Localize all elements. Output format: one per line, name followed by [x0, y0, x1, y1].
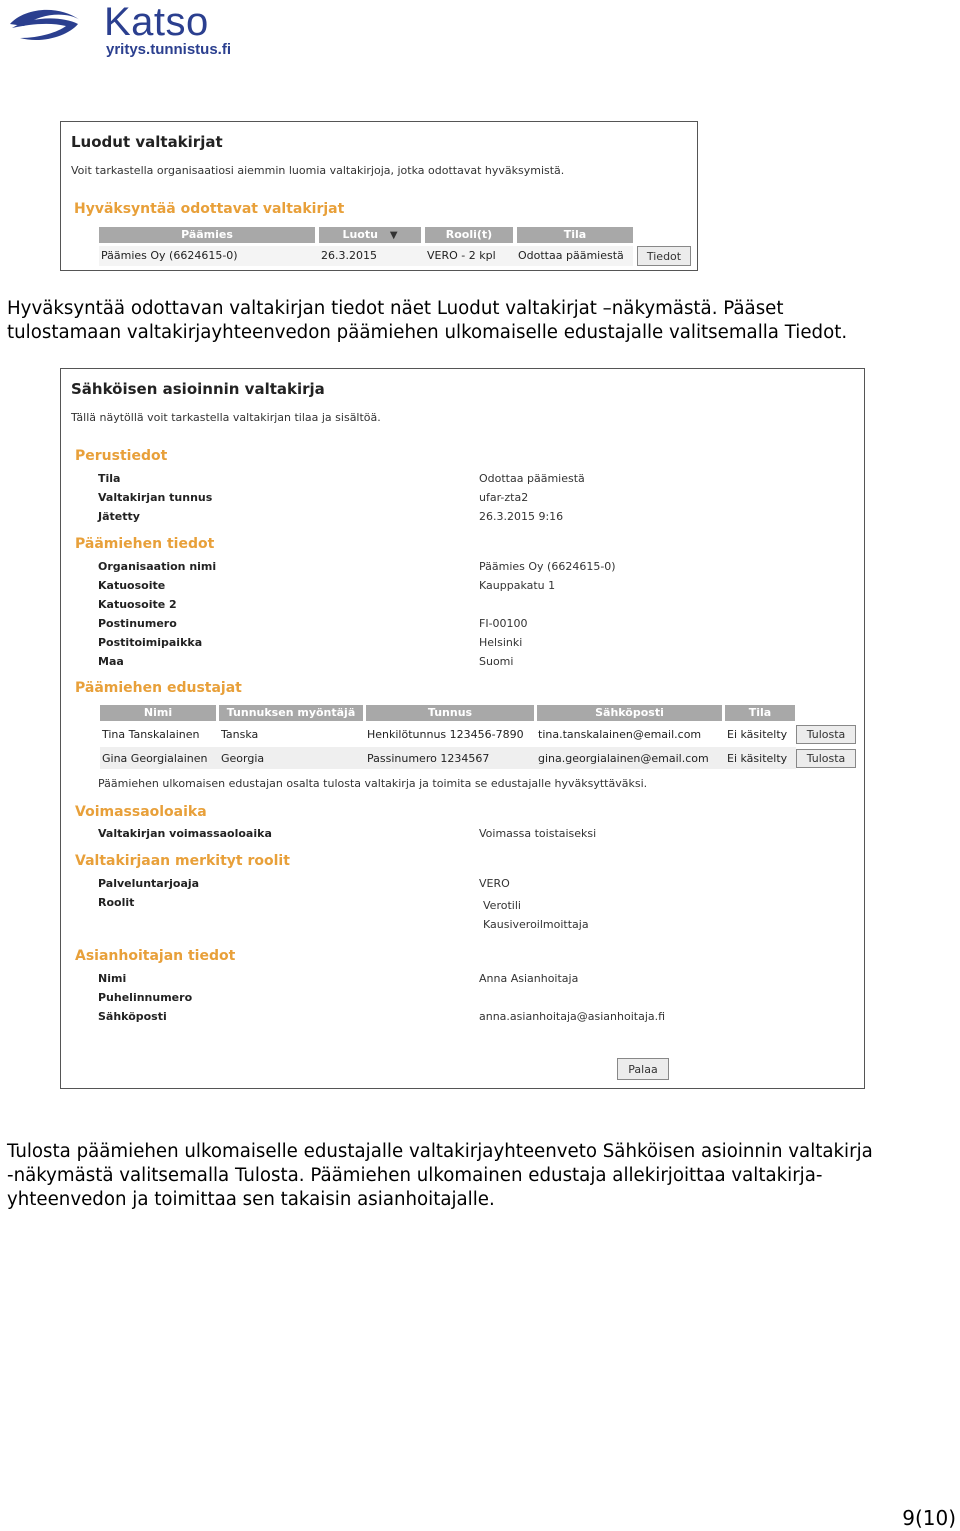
- column-header-email: Sähköposti: [537, 705, 722, 721]
- column-header-status: Tila: [725, 705, 795, 721]
- label-city: Postitoimipaikka: [98, 636, 203, 649]
- basic-info-heading: Perustiedot: [75, 448, 168, 464]
- katso-logo: [6, 0, 246, 64]
- table-row-issuer: Tanska: [221, 728, 259, 741]
- column-header-roles[interactable]: Rooli(t): [425, 227, 513, 243]
- proxy-details-panel: [60, 368, 865, 1089]
- paragraph-line: Hyväksyntää odottavan valtakirjan tiedot näet Luodut valtakirjat –näkymästä. Pääset: [7, 298, 784, 319]
- label-validity: Valtakirjan voimassaoloaika: [98, 827, 272, 840]
- sort-chevron-icon: ▼: [389, 230, 398, 241]
- paragraph-line: Tulosta päämiehen ulkomaiselle edustajalle valtakirjayhteenveto Sähköisen asioinnin valtakirja: [7, 1141, 873, 1162]
- table-row-status: Ei käsitelty: [727, 752, 788, 765]
- label-street: Katuosoite: [98, 579, 166, 592]
- label-country: Maa: [98, 655, 124, 668]
- panel-description: Voit tarkastella organisaatiosi aiemmin luomia valtakirjoja, jotka odottavat hyväksymistä.: [71, 164, 565, 177]
- label-agent-phone: Puhelinnumero: [98, 991, 193, 1004]
- representatives-heading: Päämiehen edustajat: [75, 680, 242, 696]
- logo-subtitle: yritys.tunnistus.fi: [106, 41, 232, 58]
- label-roles: Roolit: [98, 896, 135, 909]
- label-service-provider: Palveluntarjoaja: [98, 877, 200, 890]
- column-header-id: Tunnus: [366, 705, 534, 721]
- label-postal-code: Postinumero: [98, 617, 177, 630]
- table-row-principal: Päämies Oy (6624615-0): [101, 249, 238, 262]
- label-agent-name: Nimi: [98, 972, 127, 985]
- instruction-paragraph-2: [7, 1140, 873, 1212]
- pending-section-heading: Hyväksyntää odottavat valtakirjat: [74, 201, 345, 217]
- table-row-created: 26.3.2015: [321, 249, 377, 262]
- table-row-name: Tina Tanskalainen: [102, 728, 200, 741]
- column-header-created-label: Luotu: [342, 228, 378, 241]
- value-service-provider: VERO: [479, 877, 510, 890]
- print-button[interactable]: Tulosta: [796, 725, 856, 744]
- column-header-status[interactable]: Tila: [517, 227, 633, 243]
- value-country: Suomi: [479, 655, 514, 668]
- column-header-created[interactable]: [319, 227, 421, 243]
- value-status: Odottaa päämiestä: [479, 472, 585, 485]
- value-role: Verotili: [483, 899, 521, 912]
- column-header-principal[interactable]: Päämies: [99, 227, 315, 243]
- value-postal-code: FI-00100: [479, 617, 528, 630]
- paragraph-line: -näkymästä valitsemalla Tulosta. Päämiehen ulkomainen edustaja allekirjoittaa valtakirja-: [7, 1165, 823, 1186]
- table-row-id: Henkilötunnus 123456-7890: [367, 728, 524, 741]
- representatives-note: Päämiehen ulkomaisen edustajan osalta tulosta valtakirja ja toimita se edustajalle hyväksyttäväksi.: [98, 777, 648, 790]
- label-proxy-id: Valtakirjan tunnus: [98, 491, 213, 504]
- katso-swoosh-icon: [6, 2, 86, 52]
- principal-info-heading: Päämiehen tiedot: [75, 536, 215, 552]
- table-row-roles: VERO - 2 kpl: [427, 249, 496, 262]
- label-submitted: Jätetty: [98, 510, 140, 523]
- table-row-status: Ei käsitelty: [727, 728, 788, 741]
- table-row-status: Odottaa päämiestä: [518, 249, 624, 262]
- value-agent-email: anna.asianhoitaja@asianhoitaja.fi: [479, 1010, 666, 1023]
- value-city: Helsinki: [479, 636, 523, 649]
- value-validity: Voimassa toistaiseksi: [479, 827, 597, 840]
- label-street-2: Katuosoite 2: [98, 598, 177, 611]
- value-submitted: 26.3.2015 9:16: [479, 510, 564, 523]
- value-proxy-id: ufar-zta2: [479, 491, 529, 504]
- logo-title: Katso: [104, 0, 209, 44]
- value-street: Kauppakatu 1: [479, 579, 556, 592]
- page-number: 9(10): [902, 1506, 956, 1530]
- label-org-name: Organisaation nimi: [98, 560, 217, 573]
- panel-title: Luodut valtakirjat: [71, 133, 223, 151]
- panel-description: Tällä näytöllä voit tarkastella valtakirjan tilaa ja sisältöä.: [71, 411, 381, 424]
- print-button[interactable]: Tulosta: [796, 749, 856, 768]
- created-proxies-panel: [60, 121, 698, 271]
- table-row-email: gina.georgialainen@email.com: [538, 752, 709, 765]
- label-agent-email: Sähköposti: [98, 1010, 167, 1023]
- table-row-email: tina.tanskalainen@email.com: [538, 728, 702, 741]
- table-row-id: Passinumero 1234567: [367, 752, 490, 765]
- table-row-name: Gina Georgialainen: [102, 752, 208, 765]
- roles-heading: Valtakirjaan merkityt roolit: [75, 853, 290, 869]
- panel-title: Sähköisen asioinnin valtakirja: [71, 380, 325, 398]
- value-agent-name: Anna Asianhoitaja: [479, 972, 579, 985]
- details-button[interactable]: Tiedot: [637, 246, 691, 266]
- back-button[interactable]: Palaa: [617, 1058, 669, 1080]
- column-header-name: Nimi: [100, 705, 216, 721]
- instruction-paragraph-1: [7, 297, 847, 345]
- validity-heading: Voimassaoloaika: [75, 804, 207, 820]
- label-status: Tila: [98, 472, 121, 485]
- column-header-issuer: Tunnuksen myöntäjä: [219, 705, 363, 721]
- value-role: Kausiveroilmoittaja: [483, 918, 589, 931]
- value-org-name: Päämies Oy (6624615-0): [479, 560, 616, 573]
- agent-info-heading: Asianhoitajan tiedot: [75, 948, 236, 964]
- paragraph-line: yhteenvedon ja toimittaa sen takaisin asianhoitajalle.: [7, 1189, 495, 1210]
- paragraph-line: tulostamaan valtakirjayhteenvedon päämiehen ulkomaiselle edustajalle valitsemalla Tiedot.: [7, 322, 848, 343]
- table-row-issuer: Georgia: [221, 752, 265, 765]
